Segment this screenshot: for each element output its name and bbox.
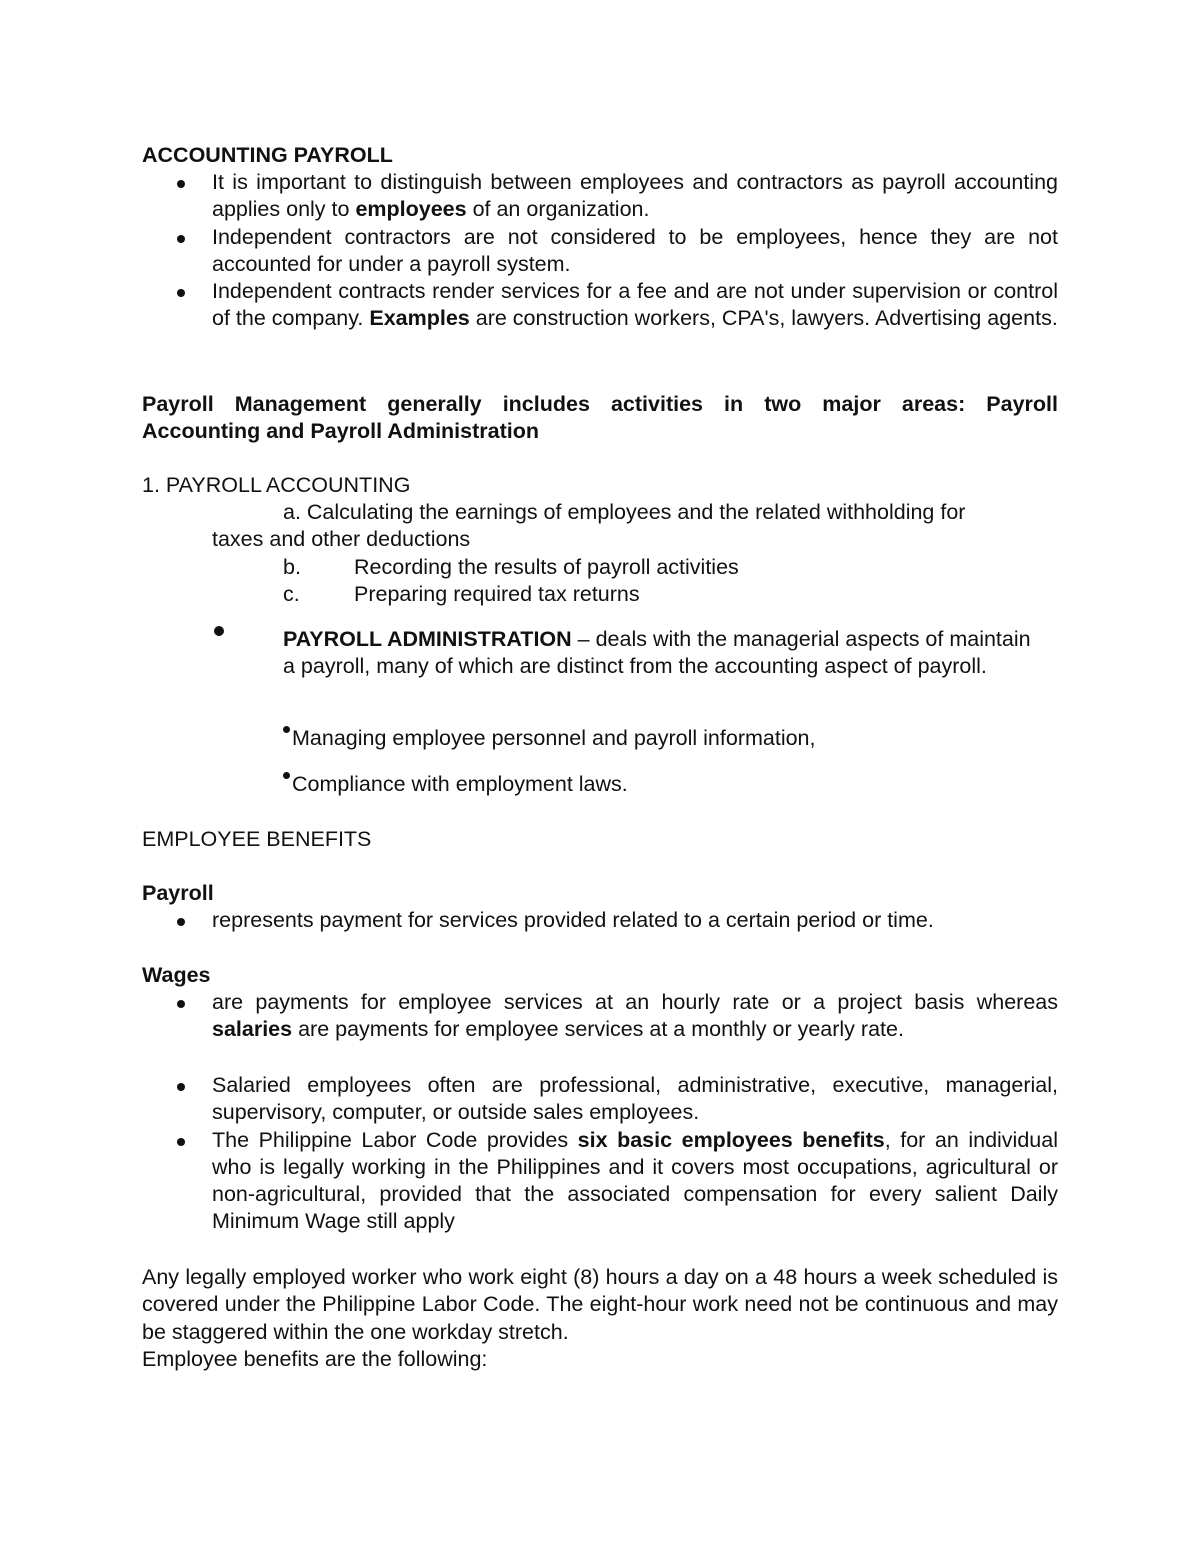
- bullet-icon: [177, 1000, 185, 1008]
- heading-employee-benefits: EMPLOYEE BENEFITS: [142, 827, 372, 851]
- bullet-icon: [177, 180, 185, 188]
- emphasis-text: Examples: [369, 306, 470, 331]
- list-item: [142, 278, 1058, 333]
- list-item: [142, 169, 1058, 224]
- list-item: [142, 1072, 1058, 1127]
- payroll-administration-paragraph: [283, 626, 1043, 681]
- paragraph-text: – deals with the managerial aspects of maintain a payroll, many of which are distinct from the accounting aspect of payroll.: [283, 627, 1031, 679]
- management-line-2: Accounting and Payroll Administration: [142, 419, 539, 443]
- list-item-text: Salaried employees often are professional, administrative, executive, managerial, supervisory, computer, or outside sales employees.: [212, 1073, 1058, 1125]
- bullet-icon: [214, 626, 224, 636]
- administration-sub-item: [283, 771, 628, 798]
- list-item-text: are payments for employee services at an hourly rate or a project basis whereas: [212, 990, 1058, 1014]
- emphasis-text: six basic employees benefits: [577, 1127, 885, 1152]
- emphasis-text: salaries: [212, 1017, 293, 1042]
- bullet-icon: [177, 1138, 185, 1146]
- heading-payroll: Payroll: [142, 881, 214, 905]
- list-item-text: Compliance with employment laws.: [292, 772, 628, 796]
- list-item-text: are payments for employee services at a monthly or yearly rate.: [292, 1017, 904, 1042]
- bullet-icon: [283, 726, 290, 733]
- list-item-text: The Philippine Labor Code provides: [212, 1127, 578, 1152]
- heading-wages: Wages: [142, 963, 211, 987]
- list-item: [142, 224, 1058, 279]
- list-item: [142, 989, 1058, 1044]
- item-c-text: Preparing required tax returns: [354, 582, 640, 606]
- item-a-line-1: a. Calculating the earnings of employees and the related withholding for: [283, 500, 966, 524]
- list-item-text: , for an individual who is legally working in the Philippines and it covers most occupations, agricultural or non-agricultural, provided that the associated compensation for every salient Daily Minimum Wage still apply: [212, 1127, 1058, 1234]
- list-item-text: Independent contractors are not considered to be employees, hence they are not accounted for under a payroll system.: [212, 224, 1058, 276]
- list-item: [142, 907, 1058, 934]
- bullet-icon: [283, 772, 290, 779]
- emphasis-text: PAYROLL ADMINISTRATION: [283, 627, 572, 651]
- management-line-1: Payroll Management generally includes activities in two major areas: Payroll: [142, 392, 1058, 416]
- list-item-text: represents payment for services provided related to a certain period or time.: [212, 908, 934, 932]
- payroll-list: [142, 907, 1058, 934]
- list-item: [142, 1127, 1058, 1236]
- wages-list: [142, 989, 1058, 1044]
- bullet-icon: [177, 289, 185, 297]
- bullet-icon: [177, 1083, 185, 1091]
- list-item-text: Managing employee personnel and payroll information,: [292, 726, 816, 750]
- list-item-text: Independent contracts render services for a fee and are not under supervision or control of the company.: [212, 279, 1058, 331]
- item-c-marker: c.: [283, 582, 300, 606]
- closing-paragraph: Any legally employed worker who work eight (8) hours a day on a 48 hours a week scheduled is covered under the Philippine Labor Code. The eight-hour work need not be continuous and may be staggered within the one workday stretch.: [142, 1265, 1058, 1344]
- bullet-icon: [177, 235, 185, 243]
- list-item-text: are construction workers, CPA's, lawyers. Advertising agents.: [469, 306, 1058, 331]
- list-item-text: of an organization.: [466, 197, 650, 222]
- administration-sub-item: [283, 725, 816, 752]
- heading-accounting-payroll: ACCOUNTING PAYROLL: [142, 143, 393, 167]
- bullet-icon: [177, 918, 185, 926]
- list-item-text: It is important to distinguish between employees and contractors as payroll accounting applies only to: [212, 170, 1058, 222]
- heading-payroll-accounting: 1. PAYROLL ACCOUNTING: [142, 473, 411, 497]
- emphasis-text: employees: [355, 197, 467, 222]
- item-b-marker: b.: [283, 555, 301, 579]
- item-a-line-2: taxes and other deductions: [212, 527, 471, 551]
- accounting-payroll-list: [142, 169, 1058, 333]
- closing-last-line: Employee benefits are the following:: [142, 1347, 488, 1371]
- item-b-text: Recording the results of payroll activities: [354, 555, 739, 579]
- wages-list-continued: [142, 1072, 1058, 1236]
